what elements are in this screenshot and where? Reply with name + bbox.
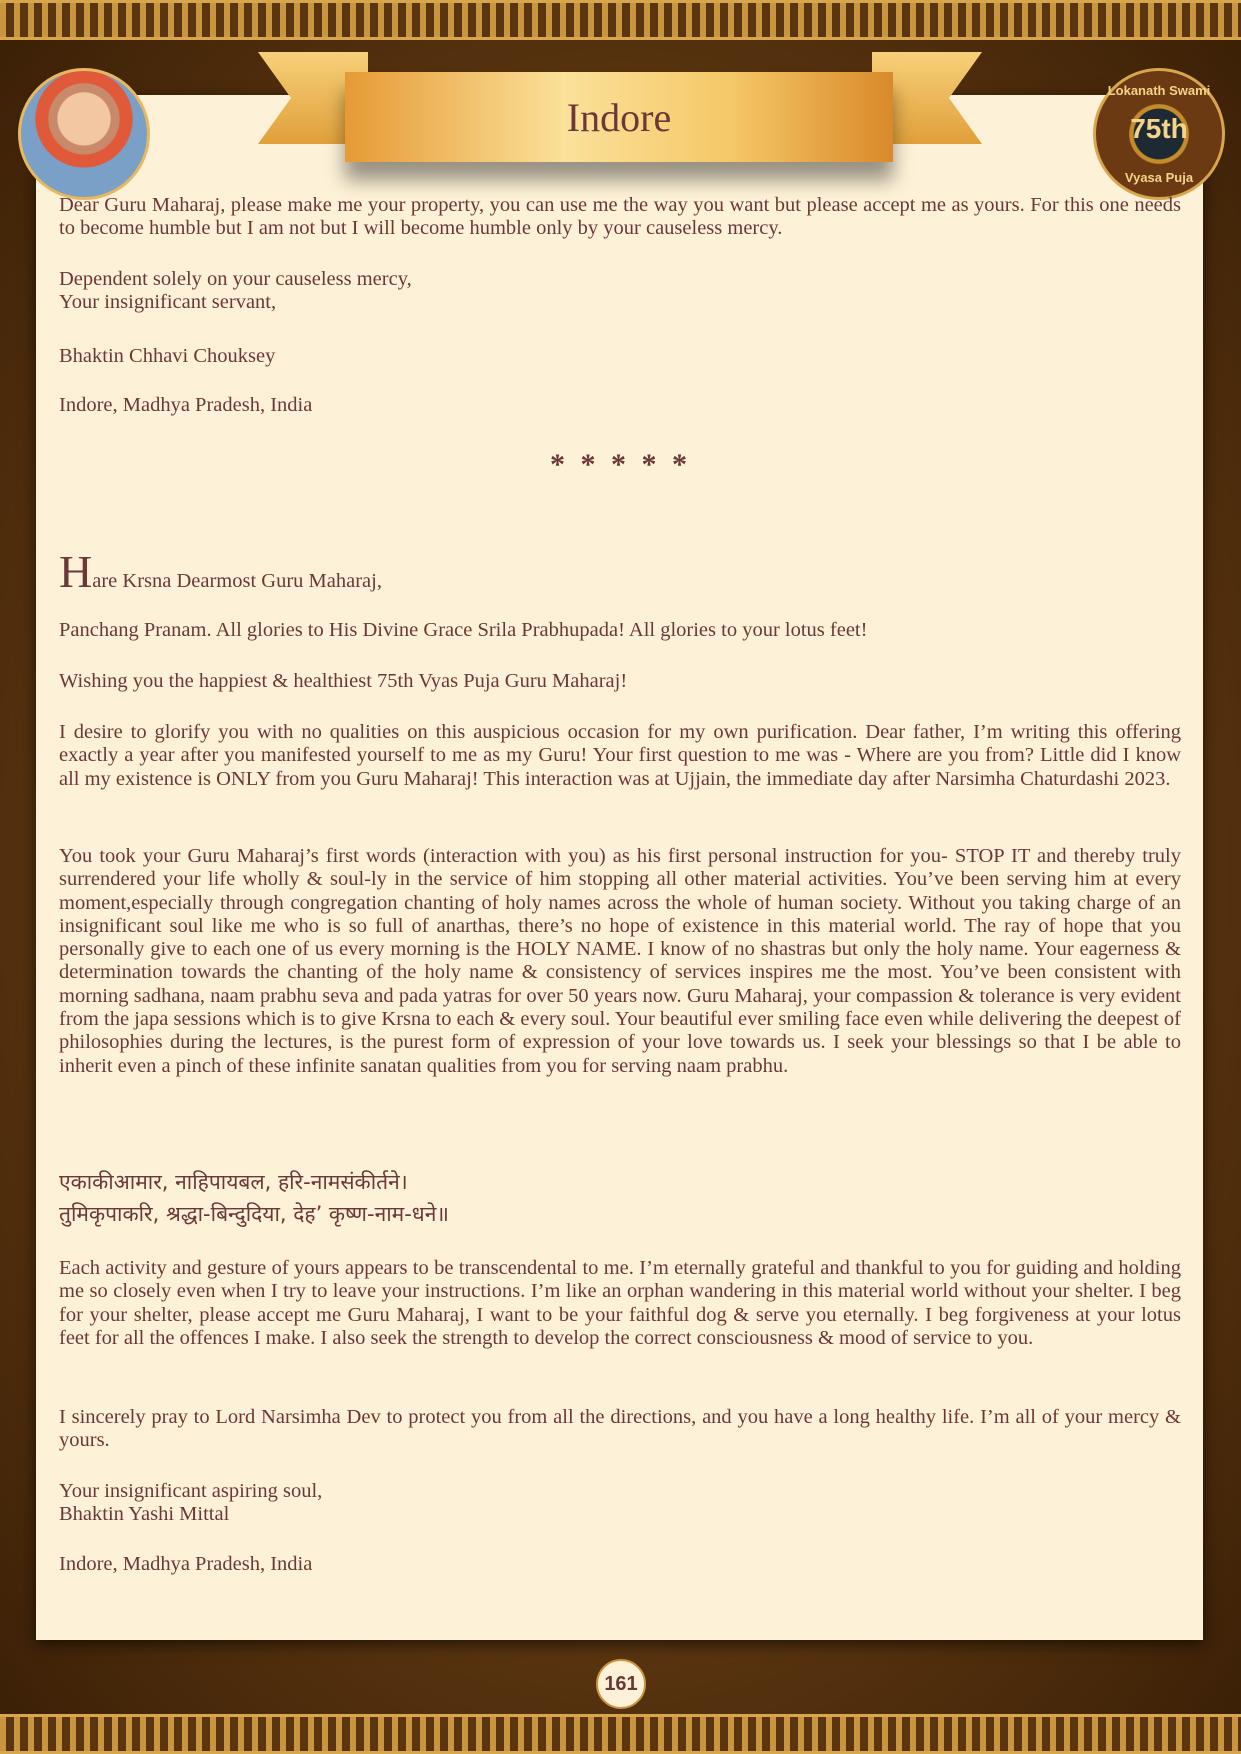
offering2-author: Bhaktin Yashi Mittal [59,1503,230,1525]
offering1-paragraph: Dear Guru Maharaj, please make me your property, you can use me the way you want but please accept me as yours. For this one needs to become humble but I am not but I will become humble only by your causeless mercy. [59,194,1181,240]
vyasa-puja-75-logo [1093,68,1225,200]
offering1-closing-2: Your insignificant servant, [59,291,277,313]
badge-bottom-text: Vyasa Puja [1124,170,1194,185]
verse-line-2: तुमिकृपाकरि, श्रद्धा-बिन्दुदिया, देह’ कृष्ण-नाम-धने॥ [59,1202,449,1226]
decorative-border-top [0,0,1241,40]
greeting-text: are Krsna Dearmost Guru Maharaj, [92,570,382,592]
decorative-border-bottom [0,1714,1241,1754]
offering2-paragraph: Panchang Pranam. All glories to His Divine Grace Srila Prabhupada! All glories to your lotus feet! [59,619,868,641]
offering2-paragraph: You took your Guru Maharaj’s first words (interaction with you) as his first personal instruction for you- STOP IT and thereby truly surrendered your life wholly & soul-ly in the service of him stopping all other material activities. You’ve been serving him at every moment,especially through congregation chanting of holy names across the whole of human society. Without you taking charge of an insignificant soul like me who is so full of anarthas, there’s no hope of existence in this material world. The ray of hope that you personally give to each one of us every morning is the HOLY NAME. I know of no shastras but only the holy name. Your eagerness & determination towards the chanting of the holy name & consistency of services inspires me the most. You’ve been consistent with morning sadhana, naam prabhu seva and pada yatras for over 50 years now. Guru Maharaj, your compassion & tolerance is very evident from the japa sessions which is to give Krsna to each & every soul. Your beautiful ever smiling face even while delivering the deepest of philosophies during the lectures, is the purest form of expression of your love towards us. I seek your blessings so that I be able to inherit even a pinch of these infinite sanatan qualities from you for serving naam prabhu. [59,845,1181,1077]
offering2-paragraph: I desire to glorify you with no qualities on this auspicious occasion for my own purification. Dear father, I’m writing this offering exactly a year after you manifested yourself to me as my Guru! Your first question to me was - Where are you from? Little did I know all my existence is ONLY from you Guru Maharaj! This interaction was at Ujjain, the immediate day after Narsimha Chaturdashi 2023. [59,721,1181,790]
page-number: 161 [596,1659,646,1709]
offering2-closing: Your insignificant aspiring soul, [59,1480,323,1502]
page-title: Indore [566,94,672,140]
offering1-place: Indore, Madhya Pradesh, India [59,394,313,416]
badge-top-text: Lokanath Swami [1107,83,1211,98]
section-separator: * * * * * [550,448,691,481]
title-ribbon [345,72,893,162]
badge-number: 75th [1130,113,1188,144]
offering1-author: Bhaktin Chhavi Chouksey [59,345,276,367]
offering2-greeting [59,546,1181,597]
offering2-paragraph: I sincerely pray to Lord Narsimha Dev to protect you from all the directions, and you have a long healthy life. I’m all of your mercy & yours. [59,1406,1181,1452]
drop-cap: H [59,546,93,597]
guru-photo [18,68,150,200]
offering2-place: Indore, Madhya Pradesh, India [59,1553,313,1575]
offering2-paragraph: Wishing you the happiest & healthiest 75th Vyas Puja Guru Maharaj! [59,670,628,692]
offering2-paragraph: Each activity and gesture of yours appears to be transcendental to me. I’m eternally grateful and thankful to you for guiding and holding me so closely even when I try to leave your instructions. I’m like an orphan wandering in this material world without your shelter. I beg for your shelter, please accept me Guru Maharaj, I want to be your faithful dog & serve you eternally. I beg forgiveness at your lotus feet for all the offences I make. I also seek the strength to develop the correct consciousness & mood of service to you. [59,1257,1181,1349]
verse-line-1: एकाकीआमार, नाहिपायबल, हरि-नामसंकीर्तने। [59,1170,408,1194]
offering1-closing-1: Dependent solely on your causeless mercy, [59,268,412,290]
